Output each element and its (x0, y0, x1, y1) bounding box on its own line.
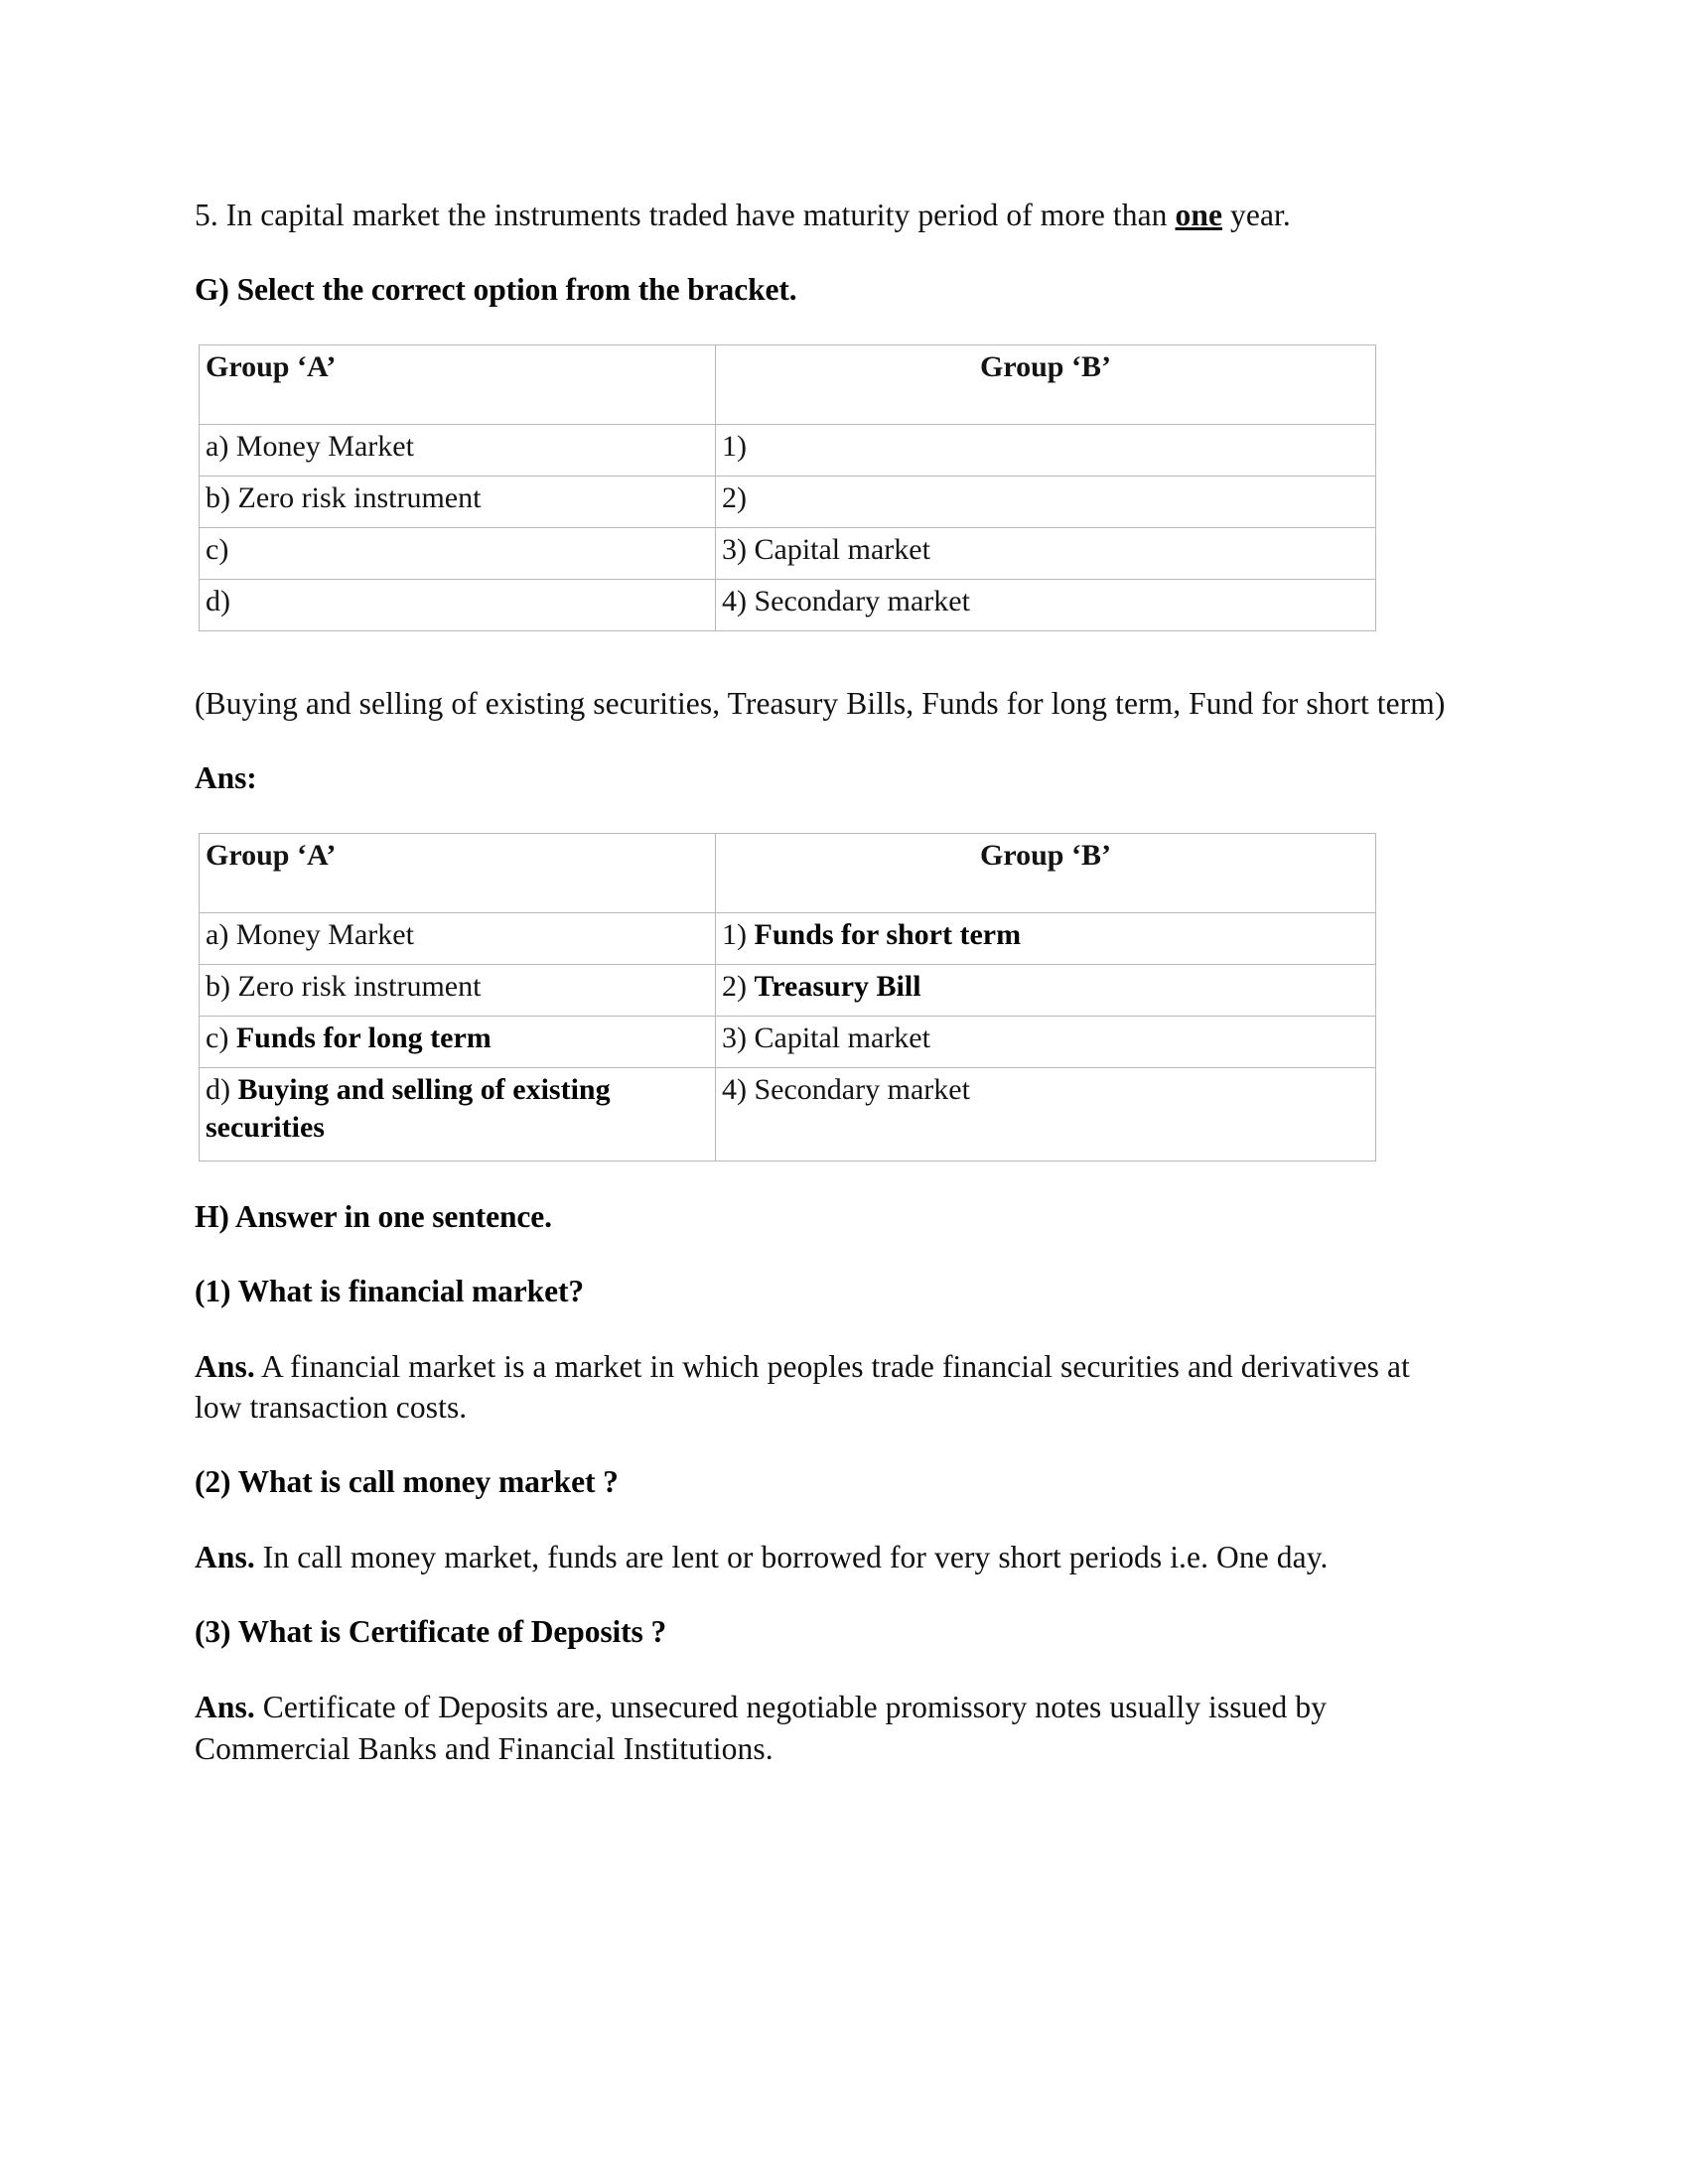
answer-2-label: Ans. (195, 1540, 255, 1575)
answer-row-a-0 (200, 912, 716, 964)
answer-row-b-1-plain: 2) (722, 969, 755, 1003)
question-row-b-1: 2) (716, 476, 1376, 527)
table-row (200, 424, 1376, 476)
answer-row-b-0-bold: Funds for short term (754, 917, 1022, 951)
answer-row-b-0-plain: 1) (722, 917, 755, 951)
question-row-b-3: 4) Secondary market (716, 579, 1376, 630)
question-row-b-2: 3) Capital market (716, 527, 1376, 579)
question-table-header-a: Group ‘A’ (200, 344, 716, 424)
question-table-header-b-label: Group ‘B’ (980, 349, 1111, 383)
answer-row-b-2 (716, 1016, 1376, 1067)
answer-table (199, 833, 1376, 1161)
answer-row-b-1 (716, 964, 1376, 1016)
page-content (195, 195, 1456, 1804)
answer-row-b-3 (716, 1067, 1376, 1160)
question-2: (2) What is call money market ? (195, 1464, 619, 1500)
question-table-wrapper (195, 344, 1456, 631)
table-row (200, 1067, 1376, 1160)
statement-5-prefix: 5. In capital market the instruments traded have maturity period of more than (195, 198, 1176, 232)
bracket-options: (Buying and selling of existing securities, Treasury Bills, Funds for long term, Fund for short term) (195, 685, 1446, 721)
answer-2-text: In call money market, funds are lent or borrowed for very short periods i.e. One day. (254, 1540, 1329, 1575)
answer-row-a-0-plain: a) Money Market (206, 917, 414, 951)
table-row (200, 912, 1376, 964)
answer-3-label: Ans. (195, 1690, 255, 1725)
answer-table-header-b (716, 833, 1376, 912)
question-row-a-0: a) Money Market (200, 424, 716, 476)
question-table (199, 344, 1376, 631)
table-header-row (200, 833, 1376, 912)
question-row-a-2: c) (200, 527, 716, 579)
answer-1-label: Ans. (195, 1348, 255, 1384)
question-table-header-b (716, 344, 1376, 424)
answer-row-a-2-plain: c) (206, 1021, 236, 1054)
answer-3 (195, 1687, 1456, 1770)
answer-row-a-2-bold: Funds for long term (235, 1021, 492, 1054)
answer-3-text: Certificate of Deposits are, unsecured negotiable promissory notes usually issued by Commercial Banks and Financial Institutions. (195, 1690, 1328, 1766)
answer-row-b-1-bold: Treasury Bill (754, 969, 921, 1003)
answer-row-a-3-plain: d) (206, 1072, 238, 1106)
table-row (200, 476, 1376, 527)
spacer (195, 665, 1456, 683)
answer-table-wrapper (195, 833, 1456, 1161)
question-3: (3) What is Certificate of Deposits ? (195, 1614, 667, 1650)
answer-row-a-1-plain: b) Zero risk instrument (206, 969, 482, 1003)
answer-1 (195, 1346, 1456, 1430)
answer-table-header-a: Group ‘A’ (200, 833, 716, 912)
table-row (200, 527, 1376, 579)
answer-row-a-3 (200, 1067, 716, 1160)
question-row-a-1: b) Zero risk instrument (200, 476, 716, 527)
answer-row-b-3-plain: 4) Secondary market (722, 1072, 970, 1106)
table-header-row (200, 344, 1376, 424)
statement-5-emphasis: one (1175, 198, 1223, 232)
answer-row-a-1 (200, 964, 716, 1016)
question-row-b-0: 1) (716, 424, 1376, 476)
table-row (200, 579, 1376, 630)
answer-2 (195, 1537, 1456, 1578)
answer-row-a-2 (200, 1016, 716, 1067)
answer-1-text: A financial market is a market in which peoples trade financial securities and derivatives at low transaction costs. (195, 1348, 1410, 1426)
ans-label-g: Ans: (195, 759, 257, 795)
answer-table-header-b-label: Group ‘B’ (980, 838, 1111, 872)
table-row (200, 1016, 1376, 1067)
section-g-heading: G) Select the correct option from the bracket. (195, 271, 797, 307)
answer-row-b-0 (716, 912, 1376, 964)
statement-5-suffix: year. (1222, 198, 1291, 232)
table-row (200, 964, 1376, 1016)
answer-row-a-3-bold: Buying and selling of existing securities (206, 1072, 611, 1145)
statement-5 (195, 195, 1456, 236)
question-row-a-3: d) (200, 579, 716, 630)
section-h-heading: H) Answer in one sentence. (195, 1198, 552, 1234)
answer-row-b-2-plain: 3) Capital market (722, 1021, 930, 1054)
question-1: (1) What is financial market? (195, 1273, 585, 1308)
